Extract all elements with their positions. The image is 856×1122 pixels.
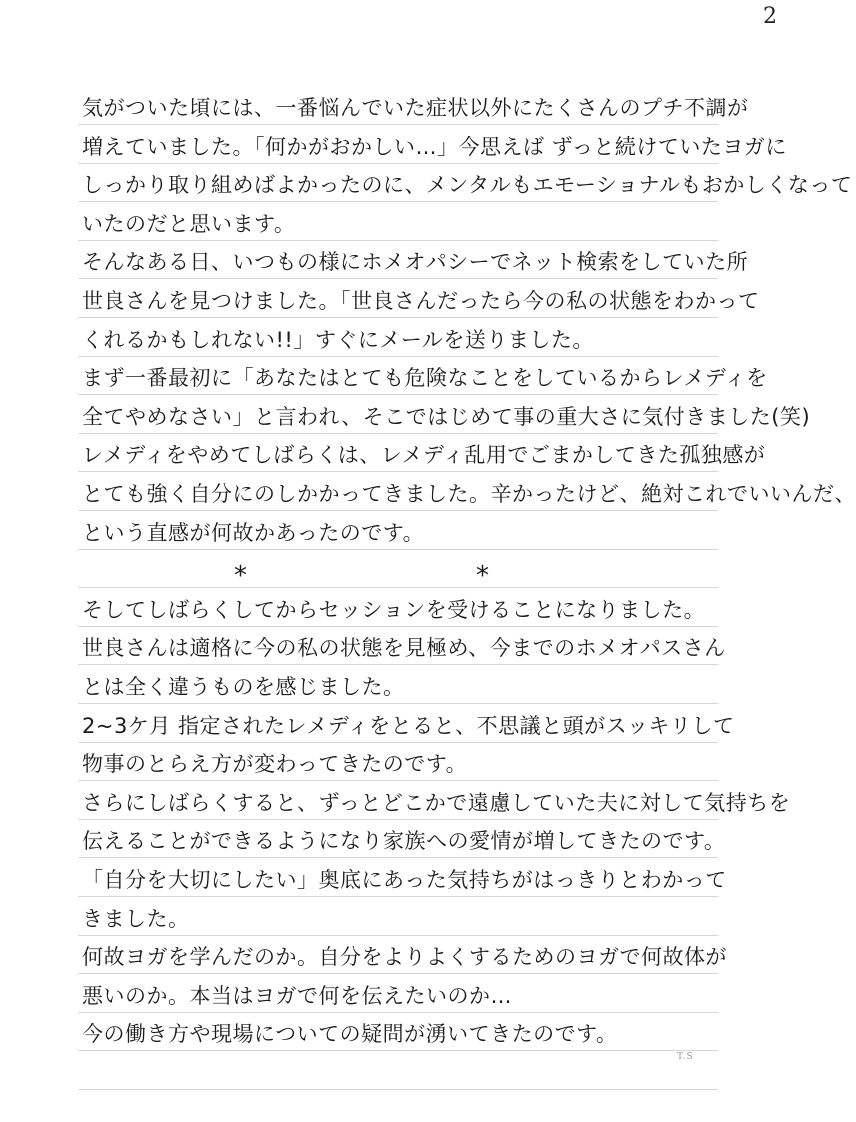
ruled-line	[78, 317, 718, 318]
ruled-line	[78, 973, 718, 974]
page-number: 2	[763, 4, 777, 29]
ruled-line	[78, 896, 718, 897]
ruled-line	[78, 163, 718, 164]
footer-initials: T.S	[677, 1052, 694, 1062]
ruled-line	[78, 703, 718, 704]
handwritten-line: 世良さんを見つけました。「世良さんだったら今の私の状態をわかって	[82, 289, 760, 313]
ruled-line	[78, 1050, 718, 1051]
handwritten-line: 伝えることができるようになり家族への愛情が増してきたのです。	[82, 829, 726, 854]
handwritten-line: しっかり取り組めばよかったのに、メンタルもエモーショナルもおかしくなって	[82, 173, 853, 198]
separator-asterisk-right: *	[476, 561, 489, 592]
ruled-line	[78, 510, 718, 511]
handwritten-line: そしてしばらくしてからセッションを受けることになりました。	[82, 597, 706, 622]
ruled-line	[78, 742, 718, 743]
handwritten-line: いたのだと思います。	[82, 211, 296, 236]
handwritten-line: きました。	[82, 906, 190, 931]
handwritten-line: 悪いのか。本当はヨガで何を伝えたいのか…	[82, 983, 512, 1008]
ruled-line	[78, 857, 718, 858]
ruled-line	[78, 1089, 718, 1090]
ruled-line	[78, 1012, 718, 1013]
handwritten-line: そんなある日、いつもの様にホメオパシーでネット検索をしていた所	[82, 250, 749, 275]
separator-asterisk-left: *	[234, 561, 247, 592]
handwritten-line: 気がついた頃には、一番悩んでいた症状以外にたくさんのプチ不調が	[82, 96, 749, 120]
ruled-line	[78, 819, 718, 820]
ruled-line	[78, 124, 718, 125]
handwritten-line: という直感が何故かあったのです。	[82, 520, 425, 545]
ruled-line	[78, 201, 718, 202]
handwritten-line: 何故ヨガを学んだのか。自分をよりよくするためのヨガで何故体が	[82, 945, 727, 970]
handwritten-line: 今の働き方や現場についての疑問が湧いてきたのです。	[82, 1022, 618, 1047]
handwritten-line: 世良さんは適格に今の私の状態を見極め、今までのホメオパスさん	[82, 636, 726, 661]
ruled-line	[78, 626, 718, 627]
ruled-line	[78, 433, 718, 434]
ruled-line	[78, 240, 718, 241]
ruled-line	[78, 278, 718, 279]
handwritten-line: とても強く自分にのしかかってきました。辛かったけど、絶対これでいいんだ、	[82, 482, 856, 506]
ruled-notebook-sheet	[78, 86, 856, 1056]
ruled-line	[78, 664, 718, 665]
handwritten-line: とは全く違うものを感じました。	[82, 675, 405, 699]
ruled-line	[78, 549, 718, 550]
ruled-line	[78, 471, 718, 472]
handwritten-line: 物事のとらえ方が変わってきたのです。	[82, 752, 468, 777]
handwritten-line: 「自分を大切にしたい」奥底にあった気持ちがはっきりとわかって	[82, 868, 727, 892]
ruled-line	[78, 935, 718, 936]
ruled-line	[78, 780, 718, 781]
ruled-line	[78, 587, 718, 588]
handwritten-line: レメディをやめてしばらくは、レメディ乱用でごまかしてきた孤独感が	[82, 443, 766, 468]
handwritten-line: 全てやめなさい」と言われ、そこではじめて事の重大さに気付きました(笑)	[82, 404, 811, 429]
handwritten-line: くれるかもしれない!!」すぐにメールを送りました。	[82, 327, 594, 352]
handwritten-line: さらにしばらくすると、ずっとどこかで遠慮していた夫に対して気持ちを	[82, 790, 791, 815]
handwritten-line: 2~3ケ月 指定されたレメディをとると、不思議と頭がスッキリして	[82, 713, 735, 738]
ruled-line	[78, 356, 718, 357]
handwritten-line: 増えていました。「何かがおかしい…」今思えば ずっと続けていたヨガに	[82, 134, 787, 159]
handwritten-line: まず一番最初に「あなたはとても危険なことをしているからレメディを	[82, 366, 768, 391]
ruled-line	[78, 394, 718, 395]
